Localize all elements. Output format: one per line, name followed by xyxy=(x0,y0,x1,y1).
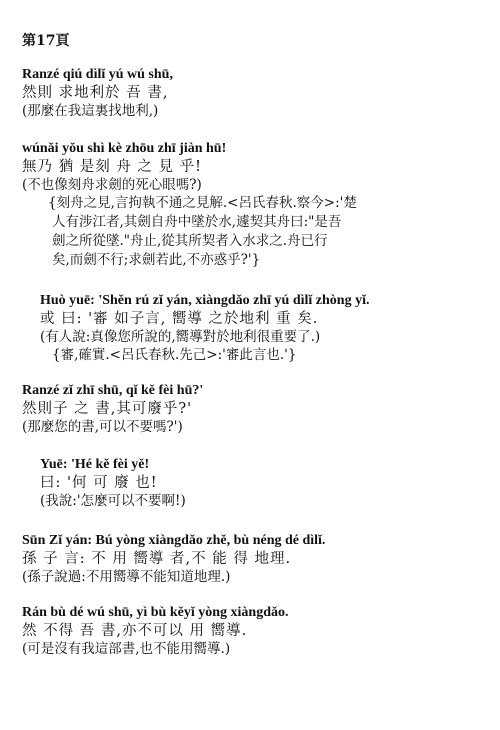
annotation-line: 矣,而劍不行;求劍若此,不亦惑乎?'} xyxy=(52,252,261,268)
page-label: 第17頁 xyxy=(22,33,70,49)
translation-line: (可是沒有我這部書,也不能用嚮導.) xyxy=(22,641,231,657)
annotation-line: {審,確實.<呂氏春秋.先己>:'審此言也.'} xyxy=(52,347,297,363)
chinese-line: 無乃 猶 是刻 舟 之 見 乎! xyxy=(22,159,202,175)
pinyin-line: Sūn Zǐ yán: Bú yòng xiàngdǎo zhě, bù néng dé dìlǐ. xyxy=(22,533,326,548)
pinyin-line: Ranzé qiú dìlǐ yú wú shū, xyxy=(22,67,173,82)
annotation-line: {刻舟之見,言拘執不通之見解.<呂氏春秋.察今>:'楚 xyxy=(48,195,357,211)
translation-line: (那麼您的書,可以不要嗎?') xyxy=(22,419,183,435)
pinyin-line: wúnǎi yǒu shì kè zhōu zhī jiàn hū! xyxy=(22,141,227,156)
annotation-line: 劍之所從墜."舟止,從其所契者入水求之.舟已行 xyxy=(52,233,328,249)
translation-line: (孫子說過:不用嚮導不能知道地理.) xyxy=(22,569,231,585)
pinyin-line: Ranzé zǐ zhī shū, qǐ kě fèi hū?' xyxy=(22,383,204,398)
pinyin-line: Yuē: 'Hé kě fèi yě! xyxy=(40,457,150,472)
chinese-line: 曰: '何 可 廢 也! xyxy=(40,475,158,491)
translation-line: (那麼在我這裏找地利,) xyxy=(22,103,159,119)
chinese-line: 然則子 之 書,其可廢乎?' xyxy=(22,401,193,417)
translation-line: (有人說:真像您所說的,嚮導對於地利很重要了.) xyxy=(40,329,321,345)
translation-line: (不也像刻舟求劍的死心眼嗎?) xyxy=(22,177,202,193)
chinese-line: 然 不得 吾 書,亦不可以 用 嚮導. xyxy=(22,623,248,639)
pinyin-line: Huò yuē: 'Shěn rú zǐ yán, xiàngdǎo zhī yú dìlǐ zhòng yǐ. xyxy=(40,293,370,308)
pinyin-line: Rán bù dé wú shū, yì bù kěyǐ yòng xiàngdǎo. xyxy=(22,605,289,620)
translation-line: (我說:'怎麼可以不要啊!) xyxy=(40,493,186,509)
chinese-line: 孫 子 言: 不 用 嚮導 者,不 能 得 地理. xyxy=(22,551,292,567)
annotation-line: 人有涉江者,其劍自舟中墜於水,遽契其舟曰:"是吾 xyxy=(52,214,342,230)
chinese-line: 或 曰: '審 如子言, 嚮導 之於地利 重 矣. xyxy=(40,311,319,327)
chinese-line: 然則 求地利於 吾 書, xyxy=(22,85,169,101)
